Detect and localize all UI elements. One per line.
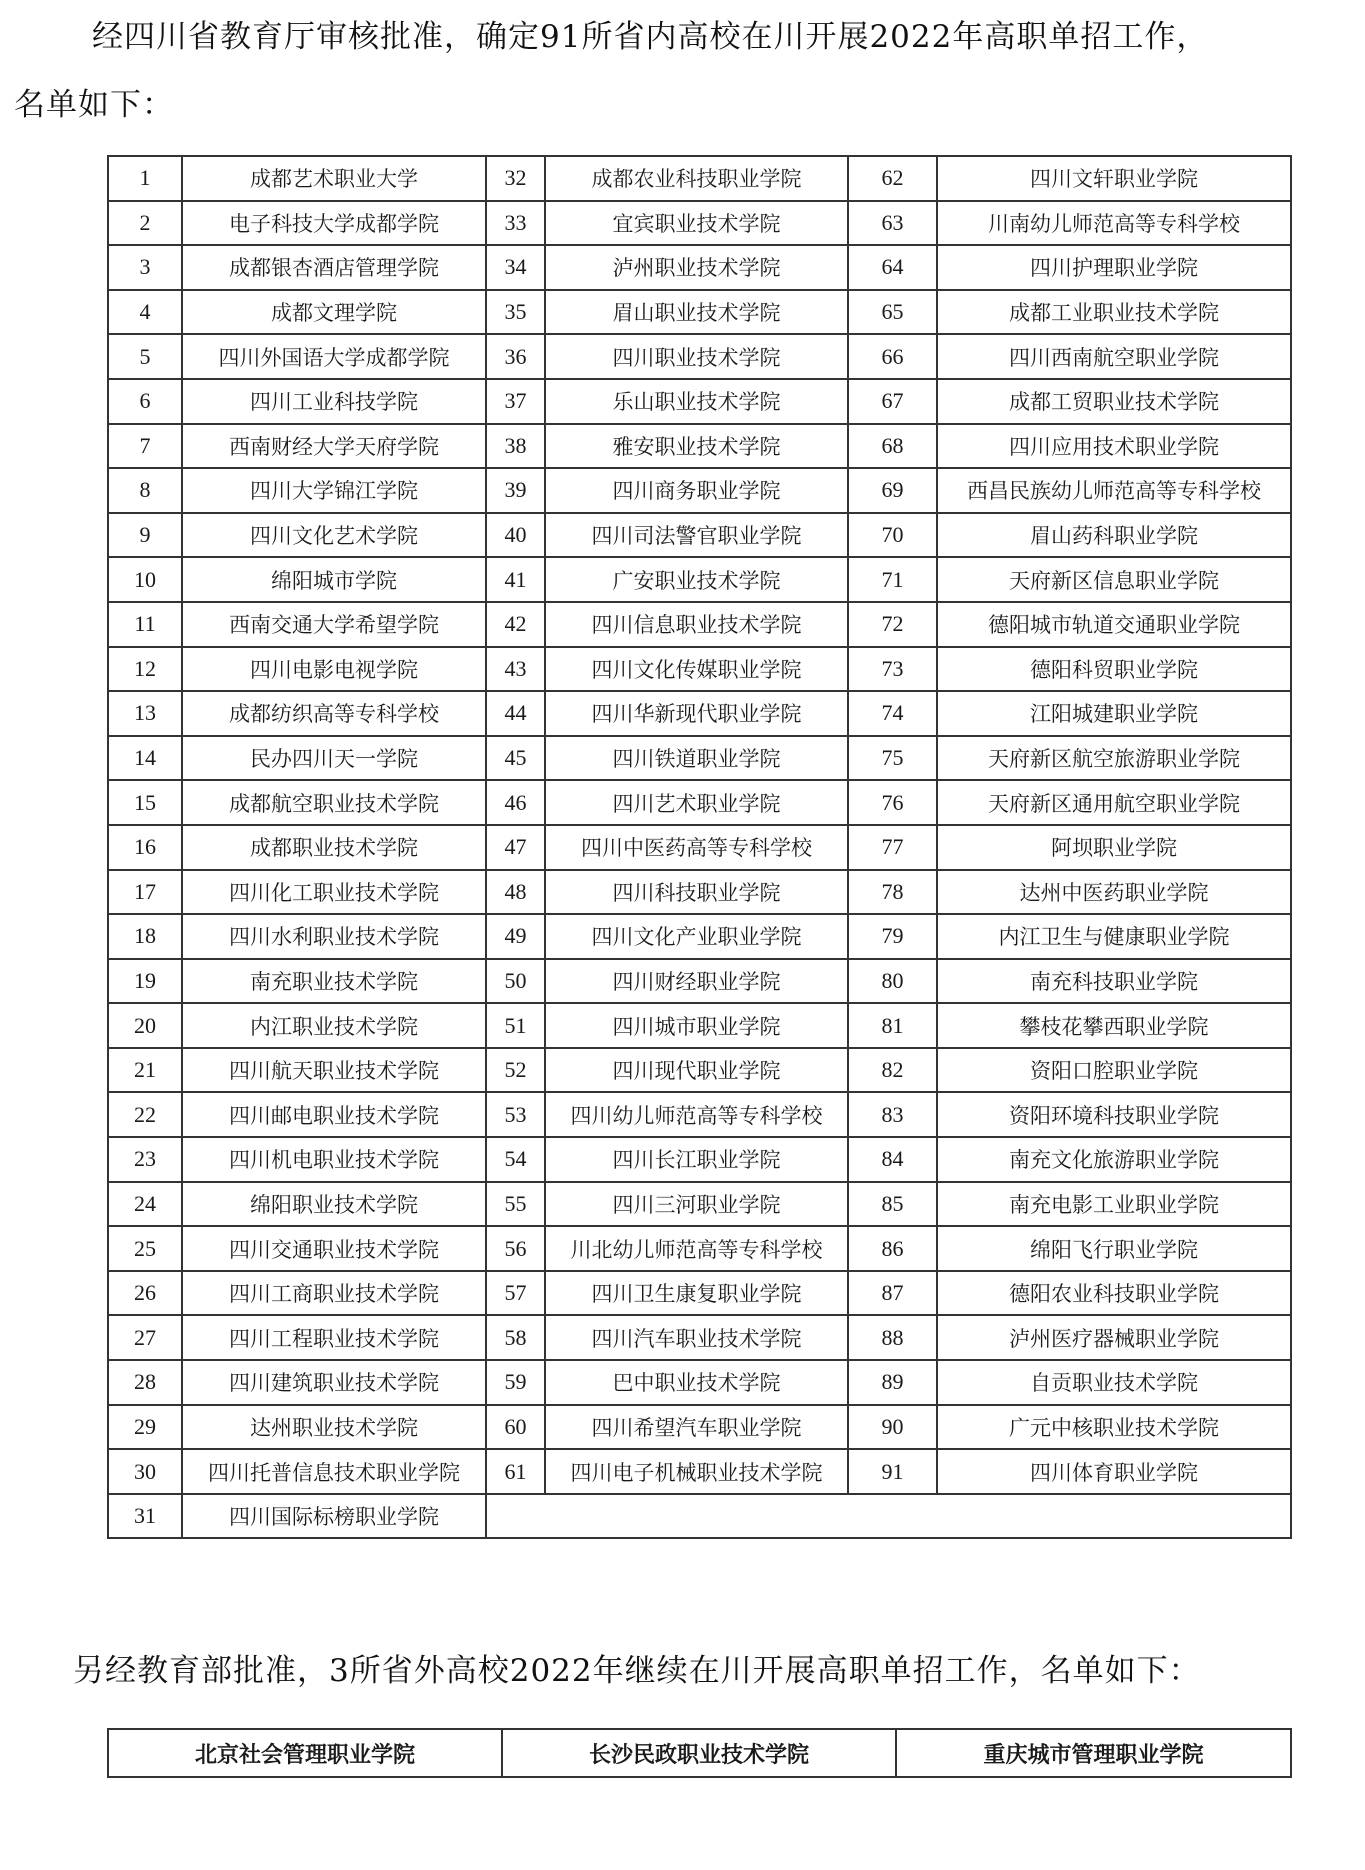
college-name-cell: 阿坝职业学院 xyxy=(937,825,1291,870)
college-number-cell: 2 xyxy=(108,201,182,246)
college-number-cell: 53 xyxy=(486,1092,545,1137)
college-number-cell: 25 xyxy=(108,1226,182,1271)
college-name-cell: 四川护理职业学院 xyxy=(937,245,1291,290)
college-name-cell: 达州中医药职业学院 xyxy=(937,870,1291,915)
college-name-cell: 四川航天职业技术学院 xyxy=(182,1048,486,1093)
in-province-college-table xyxy=(107,155,1292,1539)
table-row xyxy=(108,959,1291,1004)
college-number-cell: 66 xyxy=(848,334,937,379)
table-row xyxy=(108,245,1291,290)
college-name-cell: 四川邮电职业技术学院 xyxy=(182,1092,486,1137)
college-name-cell: 南充职业技术学院 xyxy=(182,959,486,1004)
college-number-cell: 76 xyxy=(848,780,937,825)
college-number-cell: 6 xyxy=(108,379,182,424)
college-number-cell: 88 xyxy=(848,1315,937,1360)
college-number-cell: 40 xyxy=(486,513,545,558)
college-number-cell: 85 xyxy=(848,1182,937,1227)
college-number-cell: 55 xyxy=(486,1182,545,1227)
college-number-cell: 51 xyxy=(486,1003,545,1048)
table-row xyxy=(108,513,1291,558)
table-row xyxy=(108,691,1291,736)
table-row xyxy=(108,424,1291,469)
college-name-cell: 天府新区通用航空职业学院 xyxy=(937,780,1291,825)
college-number-cell: 42 xyxy=(486,602,545,647)
college-number-cell: 34 xyxy=(486,245,545,290)
college-name-cell: 川北幼儿师范高等专科学校 xyxy=(545,1226,848,1271)
college-name-cell: 长沙民政职业技术学院 xyxy=(502,1729,896,1777)
college-name-cell: 成都工业职业技术学院 xyxy=(937,290,1291,335)
college-name-cell: 四川西南航空职业学院 xyxy=(937,334,1291,379)
college-name-cell: 四川水利职业技术学院 xyxy=(182,914,486,959)
college-number-cell: 73 xyxy=(848,647,937,692)
college-number-cell: 91 xyxy=(848,1449,937,1494)
college-number-cell: 24 xyxy=(108,1182,182,1227)
college-number-cell: 89 xyxy=(848,1360,937,1405)
college-name-cell: 南充科技职业学院 xyxy=(937,959,1291,1004)
college-name-cell: 四川艺术职业学院 xyxy=(545,780,848,825)
college-name-cell: 四川机电职业技术学院 xyxy=(182,1137,486,1182)
table-row xyxy=(108,1449,1291,1494)
table-row xyxy=(108,1182,1291,1227)
table-row xyxy=(108,1315,1291,1360)
college-name-cell: 四川希望汽车职业学院 xyxy=(545,1405,848,1450)
college-name-cell: 四川体育职业学院 xyxy=(937,1449,1291,1494)
college-name-cell: 民办四川天一学院 xyxy=(182,736,486,781)
college-number-cell: 77 xyxy=(848,825,937,870)
college-name-cell: 达州职业技术学院 xyxy=(182,1405,486,1450)
college-number-cell: 20 xyxy=(108,1003,182,1048)
college-name-cell: 四川外国语大学成都学院 xyxy=(182,334,486,379)
table-row xyxy=(108,1360,1291,1405)
college-number-cell: 44 xyxy=(486,691,545,736)
college-name-cell: 天府新区航空旅游职业学院 xyxy=(937,736,1291,781)
table-row xyxy=(108,602,1291,647)
college-number-cell: 5 xyxy=(108,334,182,379)
college-number-cell: 47 xyxy=(486,825,545,870)
college-name-cell: 四川华新现代职业学院 xyxy=(545,691,848,736)
college-number-cell: 26 xyxy=(108,1271,182,1316)
college-name-cell: 泸州医疗器械职业学院 xyxy=(937,1315,1291,1360)
college-number-cell: 86 xyxy=(848,1226,937,1271)
college-name-cell: 广安职业技术学院 xyxy=(545,557,848,602)
college-name-cell: 四川化工职业技术学院 xyxy=(182,870,486,915)
college-number-cell: 32 xyxy=(486,156,545,201)
college-name-cell: 绵阳飞行职业学院 xyxy=(937,1226,1291,1271)
college-name-cell: 电子科技大学成都学院 xyxy=(182,201,486,246)
table-row xyxy=(108,334,1291,379)
college-number-cell: 61 xyxy=(486,1449,545,1494)
college-name-cell: 四川司法警官职业学院 xyxy=(545,513,848,558)
table-row xyxy=(108,1003,1291,1048)
college-name-cell: 四川托普信息技术职业学院 xyxy=(182,1449,486,1494)
college-name-cell: 南充文化旅游职业学院 xyxy=(937,1137,1291,1182)
college-number-cell: 72 xyxy=(848,602,937,647)
table-row xyxy=(108,557,1291,602)
college-name-cell: 眉山职业技术学院 xyxy=(545,290,848,335)
table-row xyxy=(108,914,1291,959)
college-number-cell: 22 xyxy=(108,1092,182,1137)
college-number-cell: 64 xyxy=(848,245,937,290)
college-number-cell: 83 xyxy=(848,1092,937,1137)
college-name-cell: 成都纺织高等专科学校 xyxy=(182,691,486,736)
college-name-cell: 四川三河职业学院 xyxy=(545,1182,848,1227)
college-number-cell: 43 xyxy=(486,647,545,692)
college-name-cell: 眉山药科职业学院 xyxy=(937,513,1291,558)
college-name-cell: 雅安职业技术学院 xyxy=(545,424,848,469)
college-number-cell: 18 xyxy=(108,914,182,959)
college-name-cell: 四川卫生康复职业学院 xyxy=(545,1271,848,1316)
college-name-cell: 四川信息职业技术学院 xyxy=(545,602,848,647)
college-number-cell: 41 xyxy=(486,557,545,602)
college-number-cell: 63 xyxy=(848,201,937,246)
college-name-cell: 泸州职业技术学院 xyxy=(545,245,848,290)
college-number-cell: 50 xyxy=(486,959,545,1004)
college-number-cell: 68 xyxy=(848,424,937,469)
table-row xyxy=(108,290,1291,335)
table-row xyxy=(108,1226,1291,1271)
college-name-cell: 西昌民族幼儿师范高等专科学校 xyxy=(937,468,1291,513)
college-name-cell: 四川大学锦江学院 xyxy=(182,468,486,513)
out-of-province-college-table xyxy=(107,1728,1292,1778)
college-number-cell: 10 xyxy=(108,557,182,602)
college-number-cell: 38 xyxy=(486,424,545,469)
college-number-cell: 48 xyxy=(486,870,545,915)
college-number-cell: 3 xyxy=(108,245,182,290)
college-name-cell: 乐山职业技术学院 xyxy=(545,379,848,424)
college-name-cell: 四川城市职业学院 xyxy=(545,1003,848,1048)
college-name-cell: 四川文化艺术学院 xyxy=(182,513,486,558)
table-row xyxy=(108,1271,1291,1316)
college-number-cell: 13 xyxy=(108,691,182,736)
college-number-cell: 1 xyxy=(108,156,182,201)
college-name-cell: 四川长江职业学院 xyxy=(545,1137,848,1182)
college-number-cell: 71 xyxy=(848,557,937,602)
college-number-cell: 37 xyxy=(486,379,545,424)
college-name-cell: 北京社会管理职业学院 xyxy=(108,1729,502,1777)
college-name-cell: 四川建筑职业技术学院 xyxy=(182,1360,486,1405)
table-row xyxy=(108,1092,1291,1137)
college-number-cell: 45 xyxy=(486,736,545,781)
college-name-cell: 成都银杏酒店管理学院 xyxy=(182,245,486,290)
college-name-cell: 内江职业技术学院 xyxy=(182,1003,486,1048)
college-name-cell: 绵阳城市学院 xyxy=(182,557,486,602)
college-number-cell: 69 xyxy=(848,468,937,513)
college-name-cell: 资阳口腔职业学院 xyxy=(937,1048,1291,1093)
college-name-cell: 四川中医药高等专科学校 xyxy=(545,825,848,870)
college-number-cell: 29 xyxy=(108,1405,182,1450)
college-name-cell: 德阳科贸职业学院 xyxy=(937,647,1291,692)
table-row xyxy=(108,1494,1291,1539)
college-number-cell: 15 xyxy=(108,780,182,825)
college-name-cell: 四川商务职业学院 xyxy=(545,468,848,513)
table-row xyxy=(108,736,1291,781)
table-row xyxy=(108,1729,1291,1777)
college-number-cell: 82 xyxy=(848,1048,937,1093)
out-of-province-intro: 另经教育部批准，3所省外高校2022年继续在川开展高职单招工作，名单如下： xyxy=(73,1653,1201,1689)
intro-paragraph-line2: 名单如下： xyxy=(14,87,174,123)
college-name-cell: 成都航空职业技术学院 xyxy=(182,780,486,825)
college-number-cell: 57 xyxy=(486,1271,545,1316)
college-number-cell: 35 xyxy=(486,290,545,335)
college-name-cell: 四川国际标榜职业学院 xyxy=(182,1494,486,1539)
college-number-cell: 23 xyxy=(108,1137,182,1182)
college-name-cell: 成都工贸职业技术学院 xyxy=(937,379,1291,424)
college-number-cell: 30 xyxy=(108,1449,182,1494)
table-row xyxy=(108,1137,1291,1182)
college-name-cell: 成都文理学院 xyxy=(182,290,486,335)
college-number-cell: 19 xyxy=(108,959,182,1004)
college-name-cell: 南充电影工业职业学院 xyxy=(937,1182,1291,1227)
table-row xyxy=(108,1405,1291,1450)
college-name-cell: 攀枝花攀西职业学院 xyxy=(937,1003,1291,1048)
college-name-cell: 自贡职业技术学院 xyxy=(937,1360,1291,1405)
college-name-cell: 四川幼儿师范高等专科学校 xyxy=(545,1092,848,1137)
college-name-cell: 四川工业科技学院 xyxy=(182,379,486,424)
intro-paragraph-line1: 经四川省教育厅审核批准，确定91所省内高校在川开展2022年高职单招工作， xyxy=(92,19,1209,55)
table-row xyxy=(108,780,1291,825)
college-name-cell: 四川科技职业学院 xyxy=(545,870,848,915)
college-number-cell: 78 xyxy=(848,870,937,915)
college-name-cell: 德阳农业科技职业学院 xyxy=(937,1271,1291,1316)
table-row xyxy=(108,825,1291,870)
college-number-cell: 90 xyxy=(848,1405,937,1450)
college-number-cell: 75 xyxy=(848,736,937,781)
college-name-cell: 内江卫生与健康职业学院 xyxy=(937,914,1291,959)
college-number-cell: 58 xyxy=(486,1315,545,1360)
college-number-cell: 28 xyxy=(108,1360,182,1405)
college-name-cell: 德阳城市轨道交通职业学院 xyxy=(937,602,1291,647)
college-number-cell: 74 xyxy=(848,691,937,736)
college-name-cell: 天府新区信息职业学院 xyxy=(937,557,1291,602)
table-row xyxy=(108,647,1291,692)
table-row xyxy=(108,201,1291,246)
college-number-cell: 79 xyxy=(848,914,937,959)
college-name-cell: 四川铁道职业学院 xyxy=(545,736,848,781)
table-row xyxy=(108,1048,1291,1093)
college-number-cell: 8 xyxy=(108,468,182,513)
college-number-cell: 65 xyxy=(848,290,937,335)
college-name-cell: 川南幼儿师范高等专科学校 xyxy=(937,201,1291,246)
college-number-cell: 81 xyxy=(848,1003,937,1048)
college-name-cell: 宜宾职业技术学院 xyxy=(545,201,848,246)
college-number-cell: 67 xyxy=(848,379,937,424)
college-name-cell: 四川电子机械职业技术学院 xyxy=(545,1449,848,1494)
college-name-cell: 四川文化产业职业学院 xyxy=(545,914,848,959)
college-number-cell: 17 xyxy=(108,870,182,915)
college-number-cell: 54 xyxy=(486,1137,545,1182)
college-name-cell: 四川职业技术学院 xyxy=(545,334,848,379)
college-number-cell: 52 xyxy=(486,1048,545,1093)
college-number-cell: 80 xyxy=(848,959,937,1004)
college-number-cell: 59 xyxy=(486,1360,545,1405)
college-number-cell: 9 xyxy=(108,513,182,558)
college-name-cell: 广元中核职业技术学院 xyxy=(937,1405,1291,1450)
college-number-cell: 27 xyxy=(108,1315,182,1360)
college-name-cell: 四川工程职业技术学院 xyxy=(182,1315,486,1360)
college-name-cell: 西南交通大学希望学院 xyxy=(182,602,486,647)
college-name-cell: 巴中职业技术学院 xyxy=(545,1360,848,1405)
college-number-cell: 56 xyxy=(486,1226,545,1271)
college-number-cell: 33 xyxy=(486,201,545,246)
college-number-cell: 11 xyxy=(108,602,182,647)
table-row xyxy=(108,379,1291,424)
college-name-cell: 四川现代职业学院 xyxy=(545,1048,848,1093)
college-name-cell: 四川工商职业技术学院 xyxy=(182,1271,486,1316)
college-name-cell: 绵阳职业技术学院 xyxy=(182,1182,486,1227)
college-number-cell: 70 xyxy=(848,513,937,558)
college-name-cell: 成都艺术职业大学 xyxy=(182,156,486,201)
college-name-cell: 重庆城市管理职业学院 xyxy=(896,1729,1291,1777)
college-number-cell: 12 xyxy=(108,647,182,692)
college-number-cell: 36 xyxy=(486,334,545,379)
college-name-cell: 江阳城建职业学院 xyxy=(937,691,1291,736)
college-name-cell: 四川文轩职业学院 xyxy=(937,156,1291,201)
college-name-cell: 四川汽车职业技术学院 xyxy=(545,1315,848,1360)
college-number-cell: 60 xyxy=(486,1405,545,1450)
college-number-cell: 16 xyxy=(108,825,182,870)
college-number-cell: 49 xyxy=(486,914,545,959)
college-name-cell: 四川交通职业技术学院 xyxy=(182,1226,486,1271)
college-number-cell: 21 xyxy=(108,1048,182,1093)
college-number-cell: 4 xyxy=(108,290,182,335)
table-row xyxy=(108,156,1291,201)
college-number-cell: 62 xyxy=(848,156,937,201)
college-name-cell: 四川应用技术职业学院 xyxy=(937,424,1291,469)
college-number-cell: 84 xyxy=(848,1137,937,1182)
college-number-cell: 31 xyxy=(108,1494,182,1539)
college-number-cell: 39 xyxy=(486,468,545,513)
college-name-cell: 资阳环境科技职业学院 xyxy=(937,1092,1291,1137)
table-row xyxy=(108,468,1291,513)
college-number-cell: 46 xyxy=(486,780,545,825)
college-name-cell: 四川文化传媒职业学院 xyxy=(545,647,848,692)
college-name-cell: 成都职业技术学院 xyxy=(182,825,486,870)
college-name-cell: 四川电影电视学院 xyxy=(182,647,486,692)
college-name-cell: 成都农业科技职业学院 xyxy=(545,156,848,201)
empty-cell xyxy=(486,1494,1291,1539)
college-name-cell: 四川财经职业学院 xyxy=(545,959,848,1004)
college-number-cell: 7 xyxy=(108,424,182,469)
college-number-cell: 87 xyxy=(848,1271,937,1316)
college-number-cell: 14 xyxy=(108,736,182,781)
table-row xyxy=(108,870,1291,915)
college-name-cell: 西南财经大学天府学院 xyxy=(182,424,486,469)
